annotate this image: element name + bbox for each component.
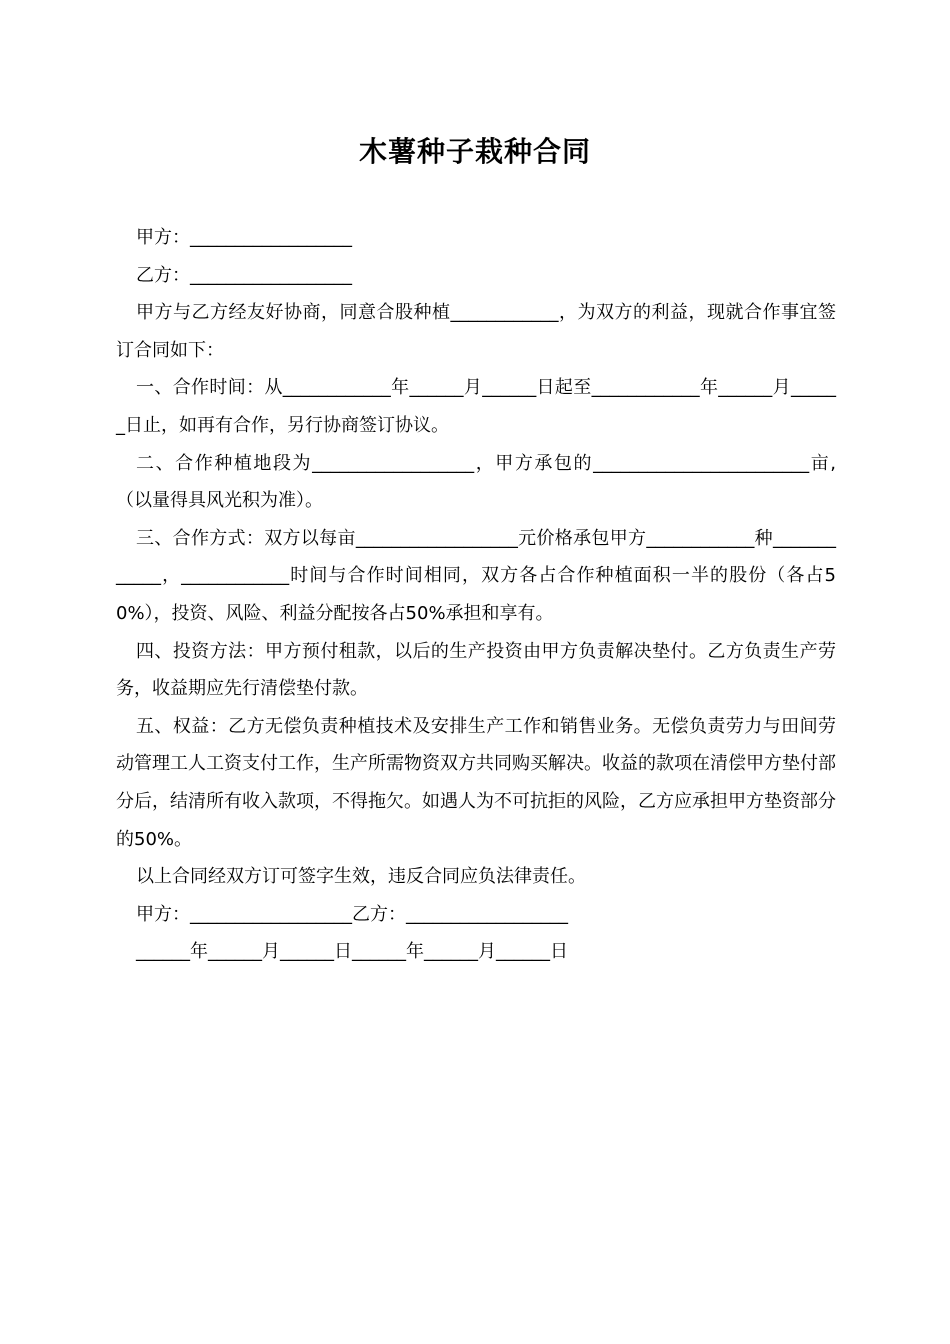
signature-line: 甲方：__________________乙方：__________________ [136,903,568,925]
date-line: ______年______月______日______年______月______日 [136,941,568,963]
clause-cooperation-method: 三、合作方式：双方以每亩__________________元价格承包甲方____________种____________，____________时间与合作时间相同，双方各占合作种植面积一半的股份（各占50%），投资、风险、利益分配按各占50%承担和享有。 [116,527,836,624]
clause-rights: 五、权益：乙方无偿负责种植技术及安排生产工作和销售业务。无偿负责劳力与田间劳动管理工人工资支付工作，生产所需物资双方共同购买解决。收益的款项在清偿甲方垫付部分后，结清所有收入款项，不得拖欠。如遇人为不可抗拒的风险，乙方应承担甲方垫资部分的50%。 [116,715,836,850]
clause-planting-area: 二、合作种植地段为__________________，甲方承包的________________________亩,（以量得具风光积为准）。 [116,452,836,512]
clause-investment-method: 四、投资方法：甲方预付租款，以后的生产投资由甲方负责解决垫付。乙方负责生产劳务，收益期应先行清偿垫付款。 [116,640,836,700]
party-a-line: 甲方：__________________ [136,227,352,248]
party-b-line: 乙方：__________________ [136,264,352,286]
effectiveness-statement: 以上合同经双方订可签字生效，违反合同应负法律责任。 [136,866,586,888]
document-title: 木薯种子栽种合同 [358,135,591,168]
clause-cooperation-time: 一、合作时间：从____________年______月______日起至____________年______月______日止，如再有合作，另行协商签订协议。 [116,377,836,436]
document-body [116,219,836,971]
intro-paragraph: 甲方与乙方经友好协商，同意合股种植____________，为双方的利益，现就合作事宜签订合同如下： [116,302,836,361]
